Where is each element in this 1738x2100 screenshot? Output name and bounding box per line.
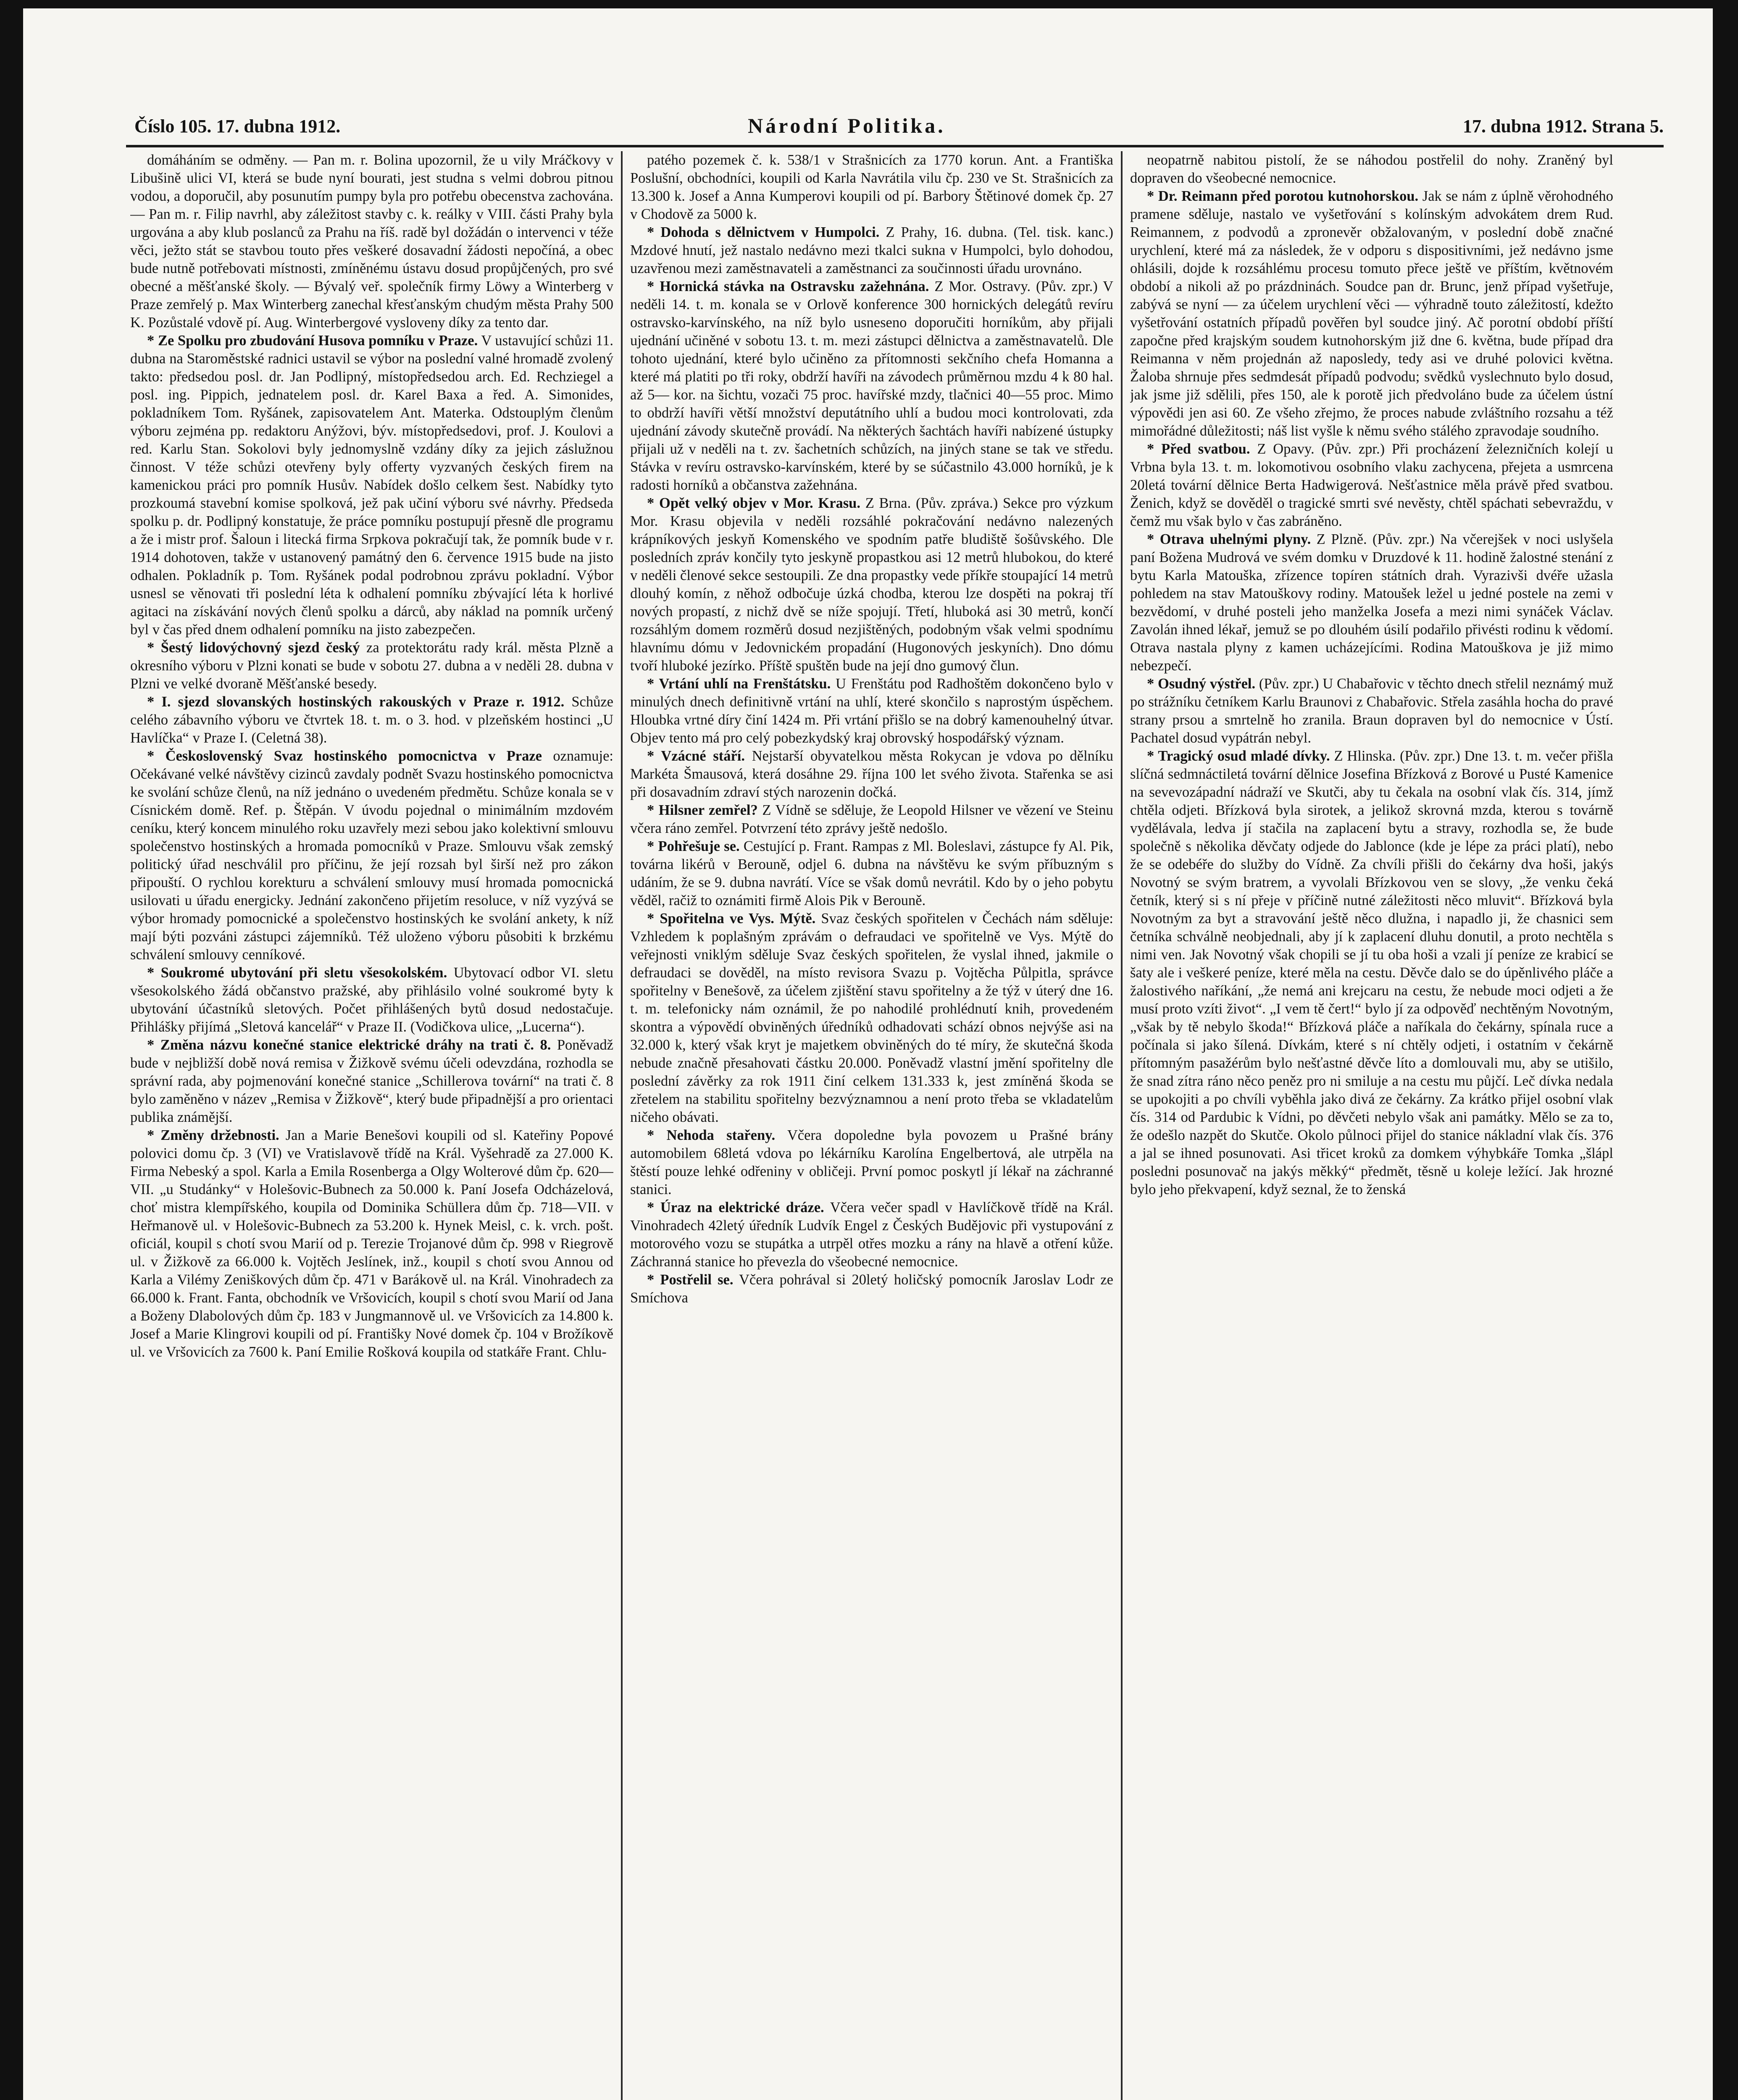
article-paragraph: [630, 1126, 1113, 1199]
article-headline: * Osudný výstřel.: [1147, 676, 1256, 692]
article-headline: * Spořitelna ve Vys. Mýtě.: [647, 911, 816, 927]
article-text: Nejstarší obyvatelkou města Rokycan je vdova po dělníku Markéta Šmausová, která dosáhne 29. října 100 let svého života. Stařenka se asi při dosavadním zdraví stých narozenin dočká.: [630, 748, 1113, 800]
article-headline: * Změny držebnosti.: [147, 1127, 279, 1143]
article-text: Svaz českých spořitelen v Čechách nám sděluje: Vzhledem k poplašným zprávám o defraudaci ve spořitelně ve Vys. Mýtě do veřejnosti vniklým sděluje Svaz českých spořitelen, že vyslal ihned, jakmile o defraudaci se dověděl, na místo revisora Svazu p. Vojtěcha Půlpitla, správce spořitelny v Benešově, za účelem zjištění stavu spořitelny a že týž v úterý dne 16. t. m. telefonicky nám oznámil, že po nahodilé prohlédnutí knih, provedeném skontra a výpovědí obviněných úředníků odhadovati schází obnos nejvýše asi na 32.000 k, který však kryt je majetkem obviněných do té míry, že skutečná škoda nebude značně přesahovati částku 20.000. Poněvadž vlastní jmění spořitelny dle poslední závěrky za rok 1911 činí celkem 131.333 k, jest zmíněná škoda se zřetelem na stabilitu spořitelny bezvýznamnou a není proto třeba se vkladatelům ničeho obávati.: [630, 911, 1113, 1125]
article-paragraph: [630, 1199, 1113, 1271]
article-paragraph: [630, 1271, 1113, 1307]
article-paragraph: [130, 639, 613, 693]
header-rule: [126, 145, 1664, 147]
article-text: Z Plzně. (Pův. zpr.) Na včerejšek v noci uslyšela paní Božena Mudrová ve svém domku v Druzdové k 11. hodině žalostné stenání z bytu Karla Matouška, zřízence topíren státních drah. Vyrazivši dvéře užasla pohledem na stav Matouškovy rodiny. Matoušek ležel u jedné postele na zemi v bezvědomí, v druhé posteli jeho manželka Josefa a mezi nimi synáček Václav. Zavolán ihned lékař, jemuž se po dlouhém úsilí podařilo přivésti rodinu k vědomí. Otrava nastala plyny z kamen ucházejícími. Rodina Matouškova je již mimo nebezpečí.: [1130, 531, 1613, 674]
article-text: Z Hlinska. (Pův. zpr.) Dne 13. t. m. večer přišla slíčná sedmnáctiletá tovární dělnice Josefina Břízková z Borové u Pusté Kamenice na sevevozápadní nádraží ve Skutči, aby tu čekala na osobní vlak čís. 314, jímž chtěla odjeti. Břízková byla sirotek, a jelikož skrovná mzda, kterou s továrně vydělávala, ledva jí stačila na zaplacení bytu a stravy, rozhodla se, že bude společně s několika děvčaty odjede do Jablonce (kde je lépe za práci platí), nebo že se odebéře do služby do Vídně. Za chvíli přišli do čekárny dva hoši, jakýs Novotný se svým bratrem, a vyvolali Břízkovou ven se slovy, „že venku čeká četník, který si s ní přeje v příčině nutné záležitosti něco mluvit“. Břízková byla Novotným za byt a stravování ještě něco dlužna, i napadlo ji, že chasnici sem četníka schválně neobjednali, aby jí k zaplacení dluhu donutil, a proto nechtěla s nimi ven. Jak Novotný však chopili se jí tu oba hoši a vzali jí peníze ze krabicí se šaty ale i veškeré peníze, které měla na cestu. Děvče dalo se do úpěnlivého pláče a žalostivého naříkání, „že nemá ani krejcaru na cestu, že nebude moci odjeti a že musí proto vzíti život“. „I vem tě čert!“ bylo jí za odpověď nechtěným Novotným, „však by tě nebylo škoda!“ Břízková pláče a naříkala do čekárny, spínala ruce a počínala si jako šílená. Dívkám, které s ní chtěly odjeti, i ostatním v čekárně přítomným pasažérům bylo nešťastné děvče líto a domlouvali mu, aby se utišilo, že snad zítra ráno něco peněz pro ni smiluje a na cestu mu půjčí. Leč dívka nedala se upokojiti a po chvíli vyběhla jako divá ze čekárny. Za krátko přijel osobní vlak čís. 314 od Pardubic k Vídni, po děvčeti nebylo však ani památky. Mělo se za to, že odešlo nazpět do Skutče. Okolo půlnoci přijel do stanice nákladní vlak čís. 376 a jal se ihned posunovati. Asi třicet kroků za domkem výhybkáře Tomka „šlápl posledni posunovač na jakýs měkký“ předmět, těsně u koleje ležící. Jak hrozné bylo jeho překvapení, když seznal, že to ženská: [1130, 748, 1613, 1197]
article-paragraph: [630, 801, 1113, 837]
issue-number: Číslo 105. 17. dubna 1912.: [134, 116, 341, 136]
article-paragraph: [630, 223, 1113, 278]
scan-border-top: [0, 0, 1738, 8]
article-headline: * I. sjezd slovanských hostinských rakouských v Praze r. 1912.: [147, 694, 565, 710]
article-headline: * Hilsner zemřel?: [647, 802, 758, 818]
article-headline: * Dr. Reimann před porotou kutnohorskou.: [1147, 188, 1419, 204]
page-header: [126, 113, 1664, 139]
article-text: Z Prahy, 16. dubna. (Tel. tisk. kanc.) Mzdové hnutí, jež nastalo nedávno mezi tkalci sukna v Humpolci, bylo dohodou, uzavřenou mezi zaměstnavateli a zaměstnanci za součinnosti úřadu urovnáno.: [630, 224, 1113, 276]
article-text: za protektorátu rady král. města Plzně a okresního výboru v Plzni konati se bude v sobotu 27. dubna a v neděli 28. dubna v Plzni ve velké dvoraně Měšťanské besedy.: [130, 640, 613, 692]
article-paragraph: [1130, 440, 1613, 530]
article-paragraph: [1130, 151, 1613, 187]
article-paragraph: [130, 1036, 613, 1126]
article-text: Ubytovací odbor VI. sletu všesokolského žádá občanstvo pražské, aby přihlásilo volné soukromé byty k ubytování účastníků sletových. Počet přihlášených bytů dosud nedostačuje. Přihlášky přijímá „Sletová kancelář“ v Praze II. (Vodičkova ulice, „Lucerna“).: [130, 965, 613, 1035]
article-text: Včera večer spadl v Havlíčkově třídě na Král. Vinohradech 42letý úředník Ludvík Engel z Českých Budějovic při vystupování z motorového vozu se stupátka a utrpěl otřes mozku a rány na hlavě a otření kůže. Záchranná stanice ho převezla do všeobecné nemocnice.: [630, 1200, 1113, 1270]
article-paragraph: [130, 964, 613, 1036]
article-headline: * Vrtání uhlí na Frenštátsku.: [647, 676, 831, 692]
article-headline: * Československý Svaz hostinského pomocnictva v Praze: [147, 748, 542, 764]
article-paragraph: [1130, 187, 1613, 440]
page-number: 17. dubna 1912. Strana 5.: [1462, 116, 1664, 136]
article-headline: * Nehoda stařeny.: [647, 1127, 776, 1143]
article-headline: * Otrava uhelnými plyny.: [1147, 531, 1311, 547]
article-text: Jak se nám z úplně věrohodného pramene sděluje, nastalo ve vyšetřování s kolínským advokátem drem Rud. Reimannem, z podvodů a zpronevěr obžalovaným, v poslední době značné urychlení, které má za následek, že v odporu s dispositivními, jež nedávno jsme ohlásili, dojde k rozsáhlému procesu tomuto přece ještě ve příštím, květnovém období a nikoli až po prázdninách. Soudce pan dr. Brunc, jenž případ vyšetřuje, zabývá se nyní — za účelem urychlení věci — výhradně touto záležitostí, kdežto vyšetřování ostatních případů pověřen byl soudce jiný. Ač porotní období příští započne před krajským soudem kutnohorským již dne 6. května, bude případ dra Reimanna v něm projednán až naposledy, tedy asi ve druhé polovici května. Žaloba shrnuje přes sedmdesát případů podvodu; svědků vyslechnuto bylo dosud, jak jsme již sdělili, přes 150, ale k porotě jich předvoláno bude za účelem ústní výpovědi jen asi 60. Ze všeho zřejmo, že proces nabude zvláštního rozsahu a též mimořádné důležitosti; náš list vyšle k němu svého stálého zpravodaje soudního.: [1130, 188, 1613, 439]
column-divider: [1121, 151, 1123, 2100]
article-headline: * Úraz na elektrické dráze.: [647, 1200, 824, 1215]
article-text: neopatrně nabitou pistolí, že se náhodou postřelil do nohy. Zraněný byl dopraven do všeobecné nemocnice.: [1130, 152, 1613, 186]
article-text: Z Brna. (Pův. zpráva.) Sekce pro výzkum Mor. Krasu objevila v neděli rozsáhlé pokračování nedávno nalezených krápníkových jeskyň Komenského ve spodním patře bludiště šošůvského. Dle posledních zpráv končily tyto jeskyně propastkou asi 12 metrů hlubokou, do které v neděli členové sekce sestoupili. Ze dna propastky vede příkře stoupající 14 metrů dlouhý komín, z něhož odbočuje úzká chodba, kterou lze dospěti na pokraj tří nových propastí, z nichž dvě se níže spojují. Třetí, hluboká asi 30 metrů, končí rozsáhlým domem rozměrů dosud nezjištěných, podobným však velmi spodnímu hlavnímu dómu v Jedovnickém propadání (Hugonových jeskyních). Dno dómu tvoří hluboké jezírko. Příště spuštěn bude na její dno gumový člun.: [630, 495, 1113, 674]
article-text: U Frenštátu pod Radhoštěm dokončeno bylo v minulých dnech definitivně vrtání na uhlí, které skončilo s naprostým úspěchem. Hloubka vrtné díry činí 1424 m. Při vrtání přišlo se na dobrý kamenouhelný útvar. Objev tento má pro celý pobezkydský kraj obrovský hospodářský význam.: [630, 676, 1113, 746]
article-headline: * Šestý lidovýchovný sjezd český: [147, 640, 360, 656]
column-1: [130, 151, 613, 2100]
article-paragraph: [130, 693, 613, 747]
article-text: Poněvadž bude v nejbližší době nová remisa v Žižkově svému účeli odevzdána, rozhodla se správní rada, aby pojmenování konečné stanice „Schillerova tovární“ na trati č. 8 bylo zaměněno v název „Remisa v Žižkově“, který bude připadnější a pro orientaci publika známější.: [130, 1037, 613, 1125]
article-headline: * Soukromé ubytování při sletu všesokolském.: [147, 965, 447, 981]
article-text: patého pozemek č. k. 538/1 v Strašnicích za 1770 korun. Ant. a Františka Poslušní, obchodníci, koupili od Karla Navrátila vilu čp. 230 ve St. Strašnicích za 13.300 k. Josef a Anna Kumperovi koupili od pí. Barbory Štětinové domek čp. 27 v Chodově za 5000 k.: [630, 152, 1113, 222]
article-text: Cestující p. Frant. Rampas z Ml. Boleslavi, zástupce fy Al. Pik, továrna likérů v Berouně, odjel 6. dubna na návštěvu ke svým příbuzným s udáním, že se 9. dubna navrátí. Více se však domů nevrátil. Kdo by o jeho pobytu věděl, račiž to oznámiti firmě Alois Pik v Berouně.: [630, 838, 1113, 908]
article-text: (Pův. zpr.) U Chabařovic v těchto dnech střelil neznámý muž po strážníku četníkem Karlu Braunovi z Chabařovic. Střela zasáhla hocha do pravé strany prsou a smrtelně ho zranila. Braun dopraven byl do nemocnice v Ústí. Pachatel dosud vypátrán nebyl.: [1130, 676, 1613, 746]
article-text: V ustavující schůzi 11. dubna na Staroměstské radnici ustavil se výbor na poslední valné hromadě zvolený takto: předsedou posl. dr. Jan Podlipný, místopředsedou arch. Ed. Rechziegel a posl. ing. Pippich, jednatelem posl. dr. Karel Baxa a řed. A. Simonides, pokladníkem Tom. Ryšánek, zapisovatelem Ant. Materka. Odstouplým členům výboru zejména pp. redaktoru Anýžovi, býv. místopředsedovi, prof. J. Koulovi a red. Karlu Stan. Sokolovi byly jednomyslně vzdány díky za jejich záslužnou činnost. V téže schůzi otevřeny byly offerty vyzvaných českých firem na kamenickou práci pro pomník Husův. Nabídek došlo celkem šest. Nabídky tyto prozkoumá stavební komise spolková, jež pak učiní výboru své návrhy. Předseda spolku p. dr. Podlipný konstatuje, že práce pomníku postupují přesně dle programu a že i mistr prof. Šaloun i litecká firma Srpkova pokračují tak, že pomník bude v r. 1914 dohotoven, takže v ustanovený památný den 6. července 1915 bude na jisto odhalen. Pokladník p. Tom. Ryšánek podal podrobnou zprávu pokladní. Výbor usnesl se věnovati tři poslední léta k odhalení pomníku zbývající léta k horlivé agitaci na získávání nových členů spolku a dárců, aby náklad na pomník určený byl v čas před dnem odhalení pomníku na jisto zabezpečen.: [130, 333, 613, 638]
article-headline: * Opět velký objev v Mor. Krasu.: [647, 495, 860, 511]
article-text: Z Vídně se sděluje, že Leopold Hilsner ve vězení ve Steinu včera ráno zemřel. Potvrzení této zprávy ještě nedošlo.: [630, 802, 1113, 836]
article-headline: * Ze Spolku pro zbudování Husova pomníku v Praze.: [147, 333, 478, 349]
article-text: Včera pohrával si 20letý holičský pomocník Jaroslav Lodr ze Smíchova: [630, 1272, 1113, 1306]
article-paragraph: [1130, 675, 1613, 747]
article-paragraph: [630, 837, 1113, 910]
article-text: Jan a Marie Benešovi koupili od sl. Kateřiny Popové polovici domu čp. 3 (VI) ve Vratislavově třídě na Král. Vyšehradě za 27.000 K. Firma Nebeský a spol. Karla a Emila Rosenberga a Olgy Wolterové dům čp. 620—VII. „u Studánky“ v Holešovic-Bubnech za 50.000 k. Paní Josefa Odcházelová, choť mistra klempířského, koupila od Dominika Schüllera dům čp. 718—VII. v Heřmanově ul. v Holešovic-Bubnech za 53.200 k. Hynek Meisl, c. k. vrch. pošt. oficiál, koupil s chotí svou Marií od p. Terezie Trojanové dům čp. 998 v Riegrově ul. v Žižkově za 66.000 k. Vojtěch Jeslínek, inž., koupil s chotí svou Annou od Karla a Vilémy Zeniškových dům čp. 471 v Barákově ul. na Král. Vinohradech za 66.000 k. Frant. Fanta, obchodník ve Vršovicích, koupil s chotí svou Marií od Jana a Boženy Dlabolových dům čp. 183 v Jungmannově ul. ve Vršovicích za 14.800 k. Josef a Marie Klingrovi koupili od pí. Františky Nové domek čp. 104 v Brožíkově ul. ve Vršovicích za 7600 k. Paní Emilie Rošková koupila od statkáře Frant. Chlu-: [130, 1127, 613, 1360]
article-text: oznamuje: Očekávané velké návštěvy cizinců zavdaly podnět Svazu hostinského pomocnictva ke svolání schůze členů, na níž jednáno o uvedeném předmětu. Schůze konala se v Císnickém domě. Ref. p. Štěpán. V úvodu pojednal o minimálním mzdovém ceníku, který koncem minulého roku uzavřely mezi sebou jako kolektivní smlouvu společenstvo hostinských a hromada pomocníků v Praze. Smlouvu však zemský politický úřad neschválil pro příčinu, že její rozsah byl širší než pro zákon připouští. O rychlou korekturu a schválení smlouvy musí hromada pomocnická usilovati u úřadu energicky. Jednání zakončeno přijetím resoluce, v níž vyzývá se výbor hromady pomocnické a společenstvo hostinských ke svolání ankety, k níž mají býti pozváni zástupci zájemníků. Též uloženo výboru působiti k brzkému schválení smlouvy cenníkové.: [130, 748, 613, 963]
scan-border-left: [0, 0, 23, 2100]
article-paragraph: [130, 332, 613, 639]
article-text: Z Mor. Ostravy. (Pův. zpr.) V neděli 14. t. m. konala se v Orlově konference 300 hornických delegátů revíru ostravsko-karvínského, na níž bylo usneseno doporučiti horníkům, aby přijali ujednání učiněné v sobotu 13. t. m. mezi zástupci dělnictva a zaměstnavatelů. Dle tohoto ujednání, které bylo učiněno za přítomnosti sekčního chefa Homanna a které má platiti po tři roky, obdrží havíři na závodech průměrnou mzdu 4 k 80 hal. až 5— kor. na šichtu, vozači 75 proc. havířské mzdy, tlačnici 40—55 proc. Mimo to obdrží havíři větší množství deputátního uhlí a budou moci kontrolovati, zda ujednání závody skutečně provádí. Na některých šachtách havíři nabízené ústupky přijali už v neděli na t. zv. šachetních schůzích, na jiných stane se tak ve středu. Stávka v revíru ostravsko-karvínském, které by se súčastnilo 43.000 horníků, je k radosti horníků a občanstva zažehnána.: [630, 278, 1113, 493]
article-text: domáháním se odměny. — Pan m. r. Bolina upozornil, že u vily Mráčkovy v Libušině ulici VI, která se bude nyní bourati, jest studna s velmi dobrou pitnou vodou, a doporučil, aby posunutím pumpy byla pro potřebu obecenstva zachována. — Pan m. r. Filip navrhl, aby záležitost stavby c. k. reálky v VIII. části Prahy byla urgována a aby klub poslanců za Prahu na říš. radě byl dožádán o intervenci v téže věci, ježto stát se stavbou touto přes veškeré dosavadní žádosti nepočíná, a obec bude nutně potřebovati místnosti, zmíněnému ústavu dosud propůjčených, pro své obecné a měšťanské školy. — Bývalý veř. společník firmy Löwy a Winterberg v Praze zemřelý p. Max Winterberg zanechal křesťanským chudým města Prahy 500 K. Pozůstalé vdově pí. Aug. Winterbergové vysloveny díky za tento dar.: [130, 152, 613, 331]
article-paragraph: [630, 494, 1113, 675]
article-headline: * Hornická stávka na Ostravsku zažehnána.: [647, 278, 929, 294]
article-paragraph: [630, 910, 1113, 1126]
article-headline: * Pohřešuje se.: [647, 838, 740, 854]
masthead: Národní Politika.: [748, 114, 946, 137]
article-headline: * Změna názvu konečné stanice elektrické dráhy na trati č. 8.: [147, 1037, 551, 1053]
article-headline: * Postřelil se.: [647, 1272, 734, 1288]
article-text: Včera dopoledne byla povozem u Prašné brány automobilem 68letá vdova po lékárníku Karolína Engelbertová, ale utrpěla na štěstí pouze lehké odřeniny v obličeji. První pomoc poskytl jí lékař na záchranné stanici.: [630, 1127, 1113, 1197]
article-paragraph: [130, 1126, 613, 1361]
column-2: [630, 151, 1113, 2100]
article-paragraph: [130, 747, 613, 964]
column-3: [1130, 151, 1613, 2100]
article-paragraph: [130, 151, 613, 332]
article-headline: * Tragický osud mladé dívky.: [1147, 748, 1330, 764]
article-text: Schůze celého zábavního výboru ve čtvrtek 18. t. m. o 3. hod. v plzeňském hostinci „U Havlíčka“ v Praze I. (Celetná 38).: [130, 694, 613, 746]
article-headline: * Dohoda s dělnictvem v Humpolci.: [647, 224, 880, 240]
article-paragraph: [630, 675, 1113, 747]
article-paragraph: [630, 151, 1113, 223]
scan-border-right: [1713, 0, 1738, 2100]
article-paragraph: [1130, 747, 1613, 1199]
article-paragraph: [630, 278, 1113, 494]
article-headline: * Před svatbou.: [1147, 441, 1250, 457]
article-paragraph: [1130, 530, 1613, 675]
article-text: Z Opavy. (Pův. zpr.) Při procházení železničních kolejí u Vrbna byla 13. t. m. lokomotivou osobního vlaku zachycena, přejeta a usmrcena 20letá tovární dělnice Berta Hadwigerová. Nešťastnice měla právě před svatbou. Ženich, když se dověděl o tragické smrti své nevěsty, chtěl spáchati sebevraždu, v čemž mu však bylo v čas zabráněno.: [1130, 441, 1613, 529]
column-divider: [621, 151, 623, 2100]
article-paragraph: [630, 747, 1113, 801]
article-headline: * Vzácné stáří.: [647, 748, 745, 764]
